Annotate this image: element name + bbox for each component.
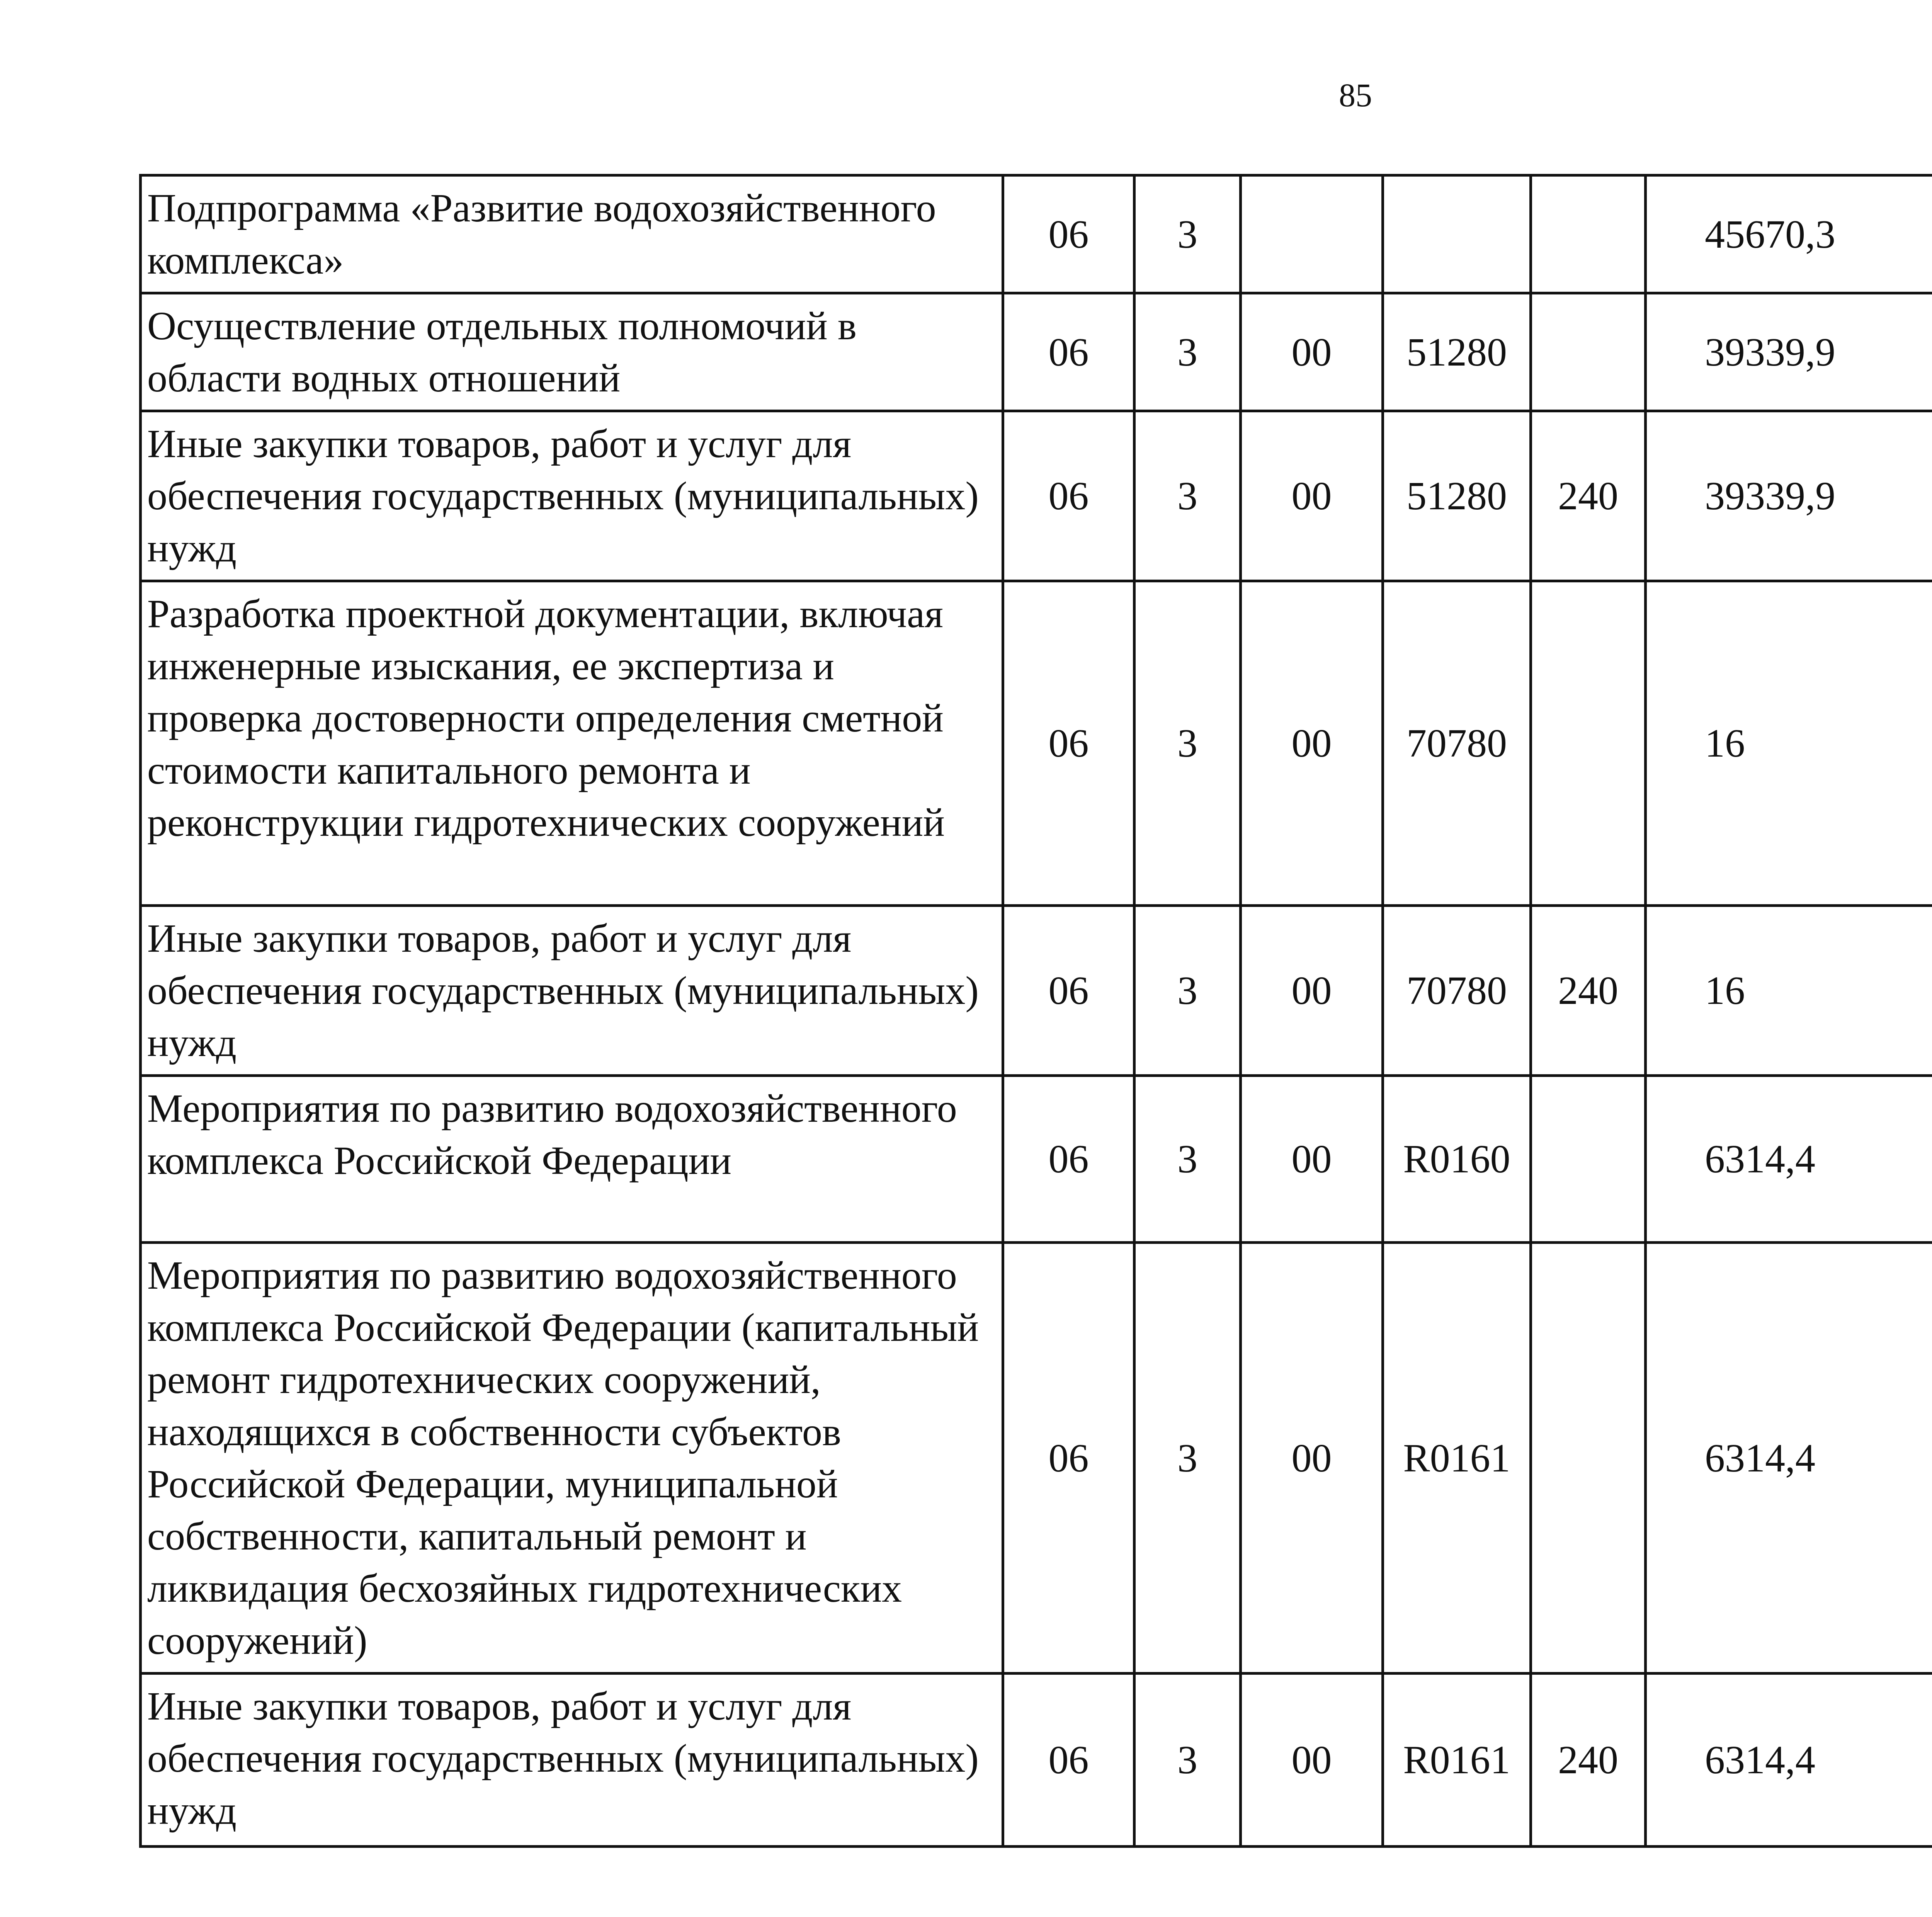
- subprogram-code-cell: 00: [1241, 1243, 1383, 1674]
- direction-code-cell: R0161: [1383, 1674, 1531, 1847]
- section-code-cell: 06: [1003, 293, 1134, 411]
- amount-year1-cell: 39339,9: [1646, 411, 1932, 581]
- amount-year1-cell: 16: [1646, 906, 1932, 1076]
- amount-year1-cell: 6314,4: [1646, 1674, 1932, 1847]
- table-row: [141, 411, 1932, 581]
- program-code-cell: 3: [1134, 1076, 1241, 1243]
- direction-code-cell: 51280: [1383, 293, 1531, 411]
- direction-code-cell: R0161: [1383, 1243, 1531, 1674]
- direction-code-cell: 70780: [1383, 906, 1531, 1076]
- expense-type-cell: [1531, 175, 1646, 293]
- expense-type-cell: 240: [1531, 906, 1646, 1076]
- subprogram-code-cell: 00: [1241, 1076, 1383, 1243]
- section-code-cell: 06: [1003, 175, 1134, 293]
- program-code-cell: 3: [1134, 906, 1241, 1076]
- amount-year1-cell: 6314,4: [1646, 1076, 1932, 1243]
- expense-type-cell: 240: [1531, 1674, 1646, 1847]
- section-code-cell: 06: [1003, 1674, 1134, 1847]
- program-code-cell: 3: [1134, 1243, 1241, 1674]
- program-code-cell: 3: [1134, 581, 1241, 906]
- expense-type-cell: [1531, 581, 1646, 906]
- subprogram-code-cell: 00: [1241, 293, 1383, 411]
- table-row: [141, 906, 1932, 1076]
- program-code-cell: 3: [1134, 175, 1241, 293]
- row-name-cell: Разработка проектной документации, включая инженерные изыскания, ее экспертиза и проверка достоверности определения сметной стоимости капитального ремонта и реконструкции гидротехнических сооружений: [141, 581, 1003, 906]
- section-code-cell: 06: [1003, 1243, 1134, 1674]
- budget-table: [139, 174, 1932, 1848]
- section-code-cell: 06: [1003, 581, 1134, 906]
- row-name-cell: Иные закупки товаров, работ и услуг для обеспечения государственных (муниципальных) нужд: [141, 411, 1003, 581]
- direction-code-cell: R0160: [1383, 1076, 1531, 1243]
- amount-year1-cell: 39339,9: [1646, 293, 1932, 411]
- table-row: [141, 1076, 1932, 1243]
- program-code-cell: 3: [1134, 293, 1241, 411]
- program-code-cell: 3: [1134, 411, 1241, 581]
- expense-type-cell: [1531, 1243, 1646, 1674]
- amount-year1-cell: 16: [1646, 581, 1932, 906]
- table-row: [141, 1674, 1932, 1847]
- direction-code-cell: [1383, 175, 1531, 293]
- expense-type-cell: [1531, 293, 1646, 411]
- table-row: [141, 581, 1932, 906]
- subprogram-code-cell: [1241, 175, 1383, 293]
- section-code-cell: 06: [1003, 411, 1134, 581]
- row-name-cell: Иные закупки товаров, работ и услуг для обеспечения государственных (муниципальных) нужд: [141, 1674, 1003, 1847]
- amount-year1-cell: 45670,3: [1646, 175, 1932, 293]
- subprogram-code-cell: 00: [1241, 1674, 1383, 1847]
- section-code-cell: 06: [1003, 1076, 1134, 1243]
- subprogram-code-cell: 00: [1241, 581, 1383, 906]
- table-row: [141, 1243, 1932, 1674]
- table-row: [141, 293, 1932, 411]
- amount-year1-cell: 6314,4: [1646, 1243, 1932, 1674]
- section-code-cell: 06: [1003, 906, 1134, 1076]
- page-number: 85: [1339, 77, 1372, 114]
- row-name-cell: Мероприятия по развитию водохозяйственного комплекса Российской Федерации (капитальный ремонт гидротехнических сооружений, находящихся в собственности субъектов Российской Федерации, муниципальной собственности, капитальный ремонт и ликвидация бесхозяйных гидротехнических сооружений): [141, 1243, 1003, 1674]
- expense-type-cell: 240: [1531, 411, 1646, 581]
- direction-code-cell: 51280: [1383, 411, 1531, 581]
- row-name-cell: Мероприятия по развитию водохозяйственного комплекса Российской Федерации: [141, 1076, 1003, 1243]
- table-row: [141, 175, 1932, 293]
- row-name-cell: Иные закупки товаров, работ и услуг для обеспечения государственных (муниципальных) нужд: [141, 906, 1003, 1076]
- subprogram-code-cell: 00: [1241, 411, 1383, 581]
- row-name-cell: Осуществление отдельных полномочий в области водных отношений: [141, 293, 1003, 411]
- row-name-cell: Подпрограмма «Развитие водохозяйственного комплекса»: [141, 175, 1003, 293]
- expense-type-cell: [1531, 1076, 1646, 1243]
- direction-code-cell: 70780: [1383, 581, 1531, 906]
- program-code-cell: 3: [1134, 1674, 1241, 1847]
- subprogram-code-cell: 00: [1241, 906, 1383, 1076]
